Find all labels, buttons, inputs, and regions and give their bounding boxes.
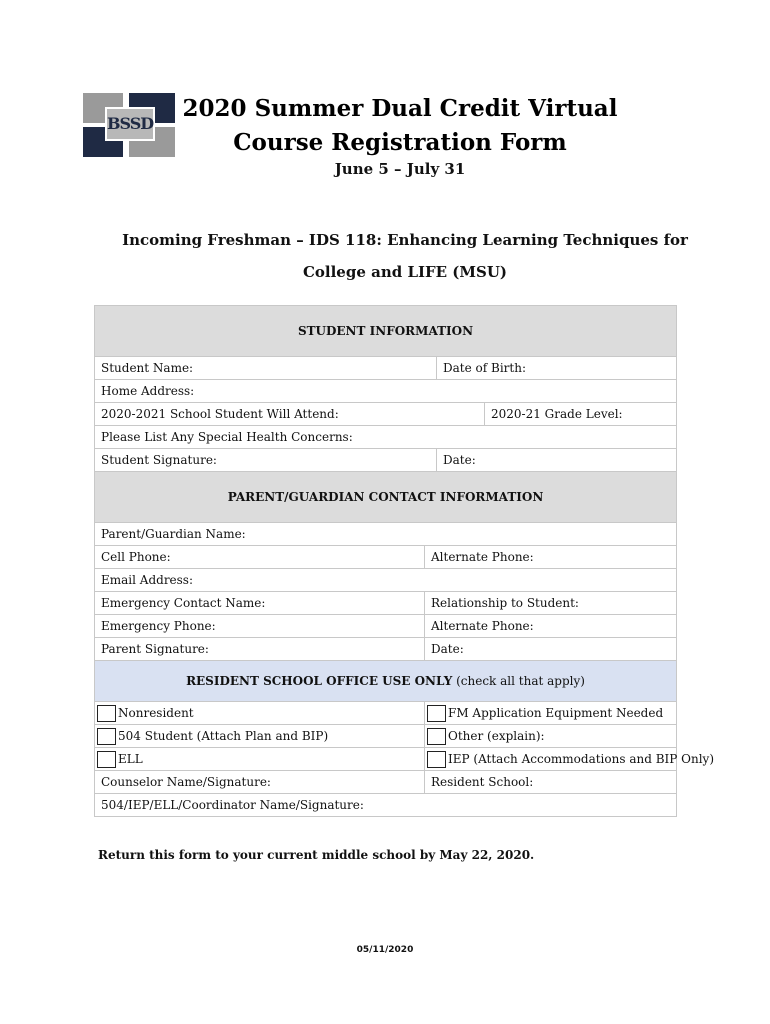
home-address-field[interactable]: Home Address: [95,380,677,403]
counselor-signature-field[interactable]: Counselor Name/Signature: [95,771,425,794]
coordinator-signature-field[interactable]: 504/IEP/ELL/Coordinator Name/Signature: [95,794,677,817]
other-checkbox[interactable] [427,728,446,745]
parent-signature-field[interactable]: Parent Signature: [95,638,425,661]
504-student-checkbox[interactable] [97,728,116,745]
iep-checkbox[interactable] [427,751,446,768]
parent-date-field[interactable]: Date: [425,638,677,661]
ell-checkbox[interactable] [97,751,116,768]
title-line-2: Course Registration Form [233,129,567,156]
ell-label: ELL [118,751,143,766]
other-option[interactable] [425,725,677,748]
ell-option[interactable] [95,748,425,771]
title-line-1: 2020 Summer Dual Credit Virtual [182,95,618,122]
logo-text: BSSD [107,114,154,133]
email-address-field[interactable]: Email Address: [95,569,677,592]
registration-table [94,305,715,817]
nonresident-checkbox[interactable] [97,705,116,722]
relationship-field[interactable]: Relationship to Student: [425,592,677,615]
grade-level-field[interactable]: 2020-21 Grade Level: [485,403,677,426]
office-use-heading-note: (check all that apply) [452,674,585,688]
iep-option[interactable] [425,748,715,771]
alternate-phone-field[interactable]: Alternate Phone: [425,546,677,569]
504-student-label: 504 Student (Attach Plan and BIP) [118,728,329,743]
form-title [165,92,635,160]
return-instructions: Return this form to your current middle school by May 22, 2020. [98,848,535,862]
nonresident-option[interactable] [95,702,425,725]
student-info-heading: STUDENT INFORMATION [95,306,677,357]
emergency-phone-field[interactable]: Emergency Phone: [95,615,425,638]
fm-equipment-checkbox[interactable] [427,705,446,722]
parent-name-field[interactable]: Parent/Guardian Name: [95,523,677,546]
program-dates: June 5 – July 31 [334,160,466,178]
emergency-contact-field[interactable]: Emergency Contact Name: [95,592,425,615]
health-concerns-field[interactable]: Please List Any Special Health Concerns: [95,426,677,449]
school-attend-field[interactable]: 2020-2021 School Student Will Attend: [95,403,485,426]
nonresident-label: Nonresident [118,705,194,720]
office-use-heading-bold: RESIDENT SCHOOL OFFICE USE ONLY [186,674,453,688]
fm-equipment-option[interactable] [425,702,677,725]
course-line-2: College and LIFE (MSU) [302,263,508,281]
other-label: Other (explain): [448,728,545,743]
course-title [100,224,710,288]
parent-info-heading: PARENT/GUARDIAN CONTACT INFORMATION [95,472,677,523]
504-student-option[interactable] [95,725,425,748]
footer-date: 05/11/2020 [356,945,414,955]
resident-school-field[interactable]: Resident School: [425,771,677,794]
alternate-phone-2-field[interactable]: Alternate Phone: [425,615,677,638]
office-use-heading [95,661,677,702]
student-name-field[interactable]: Student Name: [95,357,437,380]
iep-label: IEP (Attach Accommodations and BIP Only) [448,751,715,766]
course-line-1: Incoming Freshman – IDS 118: Enhancing Learning Techniques for [122,231,688,249]
bssd-logo [83,93,178,157]
date-of-birth-field[interactable]: Date of Birth: [437,357,677,380]
fm-equipment-label: FM Application Equipment Needed [448,705,664,720]
student-date-field[interactable]: Date: [437,449,677,472]
cell-phone-field[interactable]: Cell Phone: [95,546,425,569]
student-signature-field[interactable]: Student Signature: [95,449,437,472]
